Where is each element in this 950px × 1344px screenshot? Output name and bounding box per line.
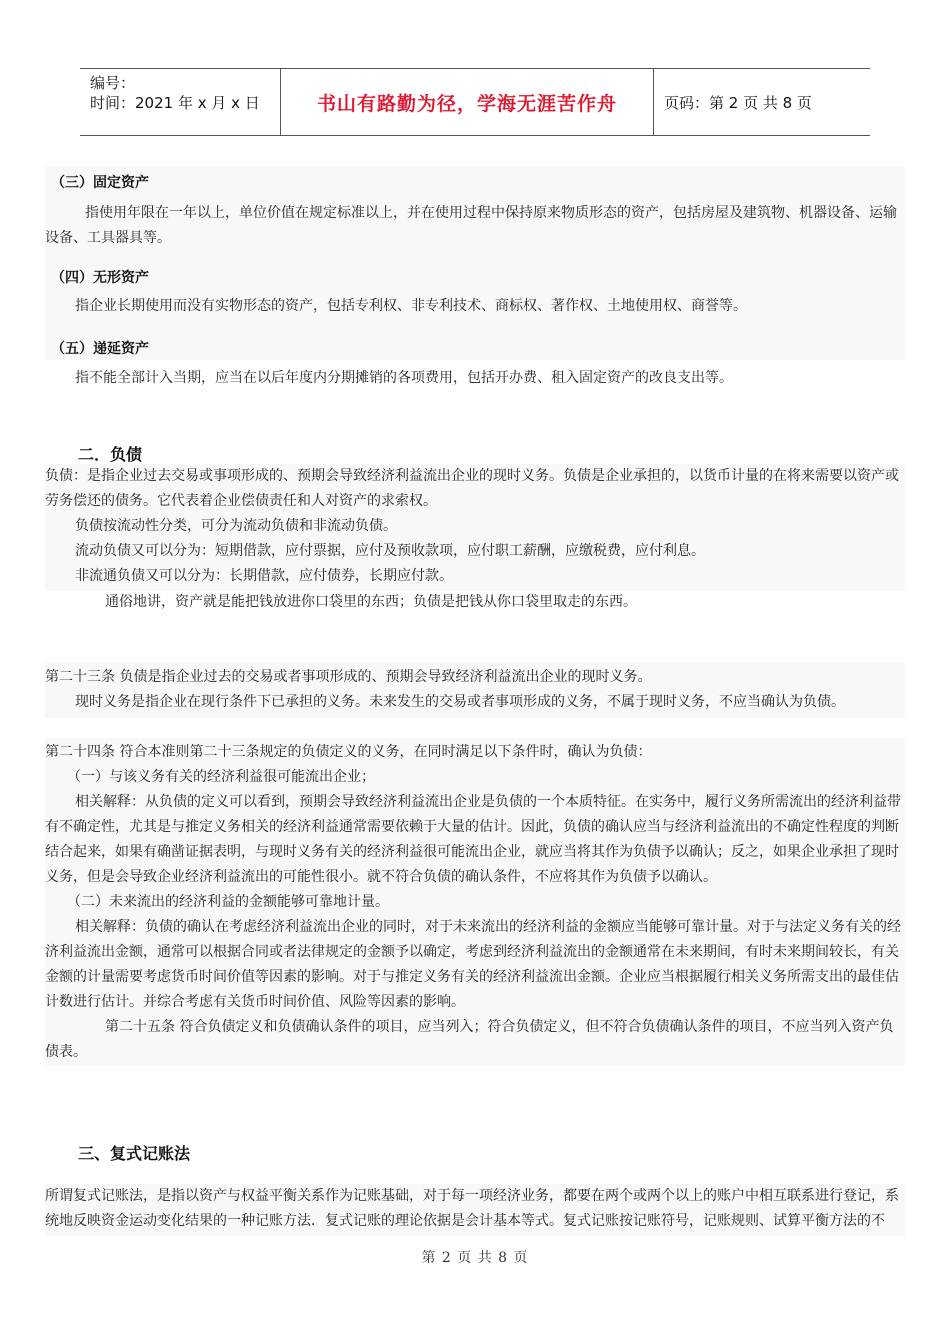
document-time: 时间：2021 年 x 月 x 日 — [90, 94, 260, 112]
liabilities-heading: 二．负债 — [78, 445, 143, 464]
deferred-assets-text: 指不能全部计入当期，应当在以后年度内分期摊销的各项费用，包括开办费、租入固定资产的改良支出等。 — [75, 370, 733, 386]
page-footer: 第 2 页 共 8 页 — [421, 1250, 529, 1266]
condition-1-note: 相关解释：从负债的定义可以看到，预期会导致经济利益流出企业是负债的一个本质特征。在实务中，履行义务所需流出的经济利益带有不确定性，尤其是与推定义务相关的经济利益通常需要依赖于大量的估计。因此，负债的确认应当与经济利益流出的不确定性程度的判断结合起来，如果有确凿证据表明，与现时义务有关的经济利益很可能流出企业，就应当将其作为负债予以确认；反之，如果企业承担了现时义务，但是会导致企业经济利益流出的可能性很小。就不符合负债的确认条件，不应将其作为负债予以确认。 — [45, 794, 901, 885]
document-number: 编号： — [90, 74, 136, 92]
deferred-assets-heading: （五）递延资产 — [51, 341, 149, 357]
current-liabilities: 流动负债又可以分为：短期借款，应付票据，应付及预收款项，应付职工薪酬，应缴税费，应付利息。 — [75, 543, 705, 559]
header-motto: 书山有路勤为径，学海无涯苦作舟 — [281, 69, 654, 135]
condition-2: （二）未来流出的经济利益的金额能够可靠地计量。 — [67, 894, 389, 910]
condition-2-note: 相关解释：负债的确认在考虑经济利益流出企业的同时，对于未来流出的经济利益的金额应当能够可靠计量。对于与法定义务有关的经济利益流出金额，通常可以根据合同或者法律规定的金额予以确定，考虑到经济利益流出的金额通常在未来期间，有时未来期间较长，有关金额的计量需要考虑货币时间价值等因素的影响。对于与推定义务有关的经济利益流出金额。企业应当根据履行相关义务所需支出的最佳估计数进行估计。并综合考虑有关货币时间价值、风险等因素的影响。 — [45, 919, 901, 1010]
liability-definition: 负债：是指企业过去交易或事项形成的、预期会导致经济利益流出企业的现时义务。负债是企业承担的，以货币计量的在将来需要以资产或劳务偿还的债务。它代表着企业偿债责任和人对资产的求索权。 — [45, 468, 899, 509]
article-23-block — [45, 662, 905, 718]
fixed-assets-heading: （三）固定资产 — [51, 175, 149, 191]
article-23-note: 现时义务是指企业在现行条件下已承担的义务。未来发生的交易或者事项形成的义务，不属于现时义务，不应当确认为负债。 — [75, 694, 845, 710]
page-header — [80, 68, 870, 136]
plain-explanation: 通俗地讲，资产就是能把钱放进你口袋里的东西；负债是把钱从你口袋里取走的东西。 — [105, 594, 637, 610]
intangible-assets-heading: （四）无形资产 — [51, 270, 149, 286]
header-page-number: 页码：第 2 页 共 8 页 — [664, 93, 812, 112]
fixed-assets-text: 指使用年限在一年以上，单位价值在规定标准以上，并在使用过程中保持原来物质形态的资产，包括房屋及建筑物、机器设备、运输设备、工具器具等。 — [45, 205, 897, 246]
header-meta — [80, 69, 281, 135]
double-entry-text: 所谓复式记账法，是指以资产与权益平衡关系作为记账基础，对于每一项经济业务，都要在两个或两个以上的账户中相互联系进行登记，系统地反映资金运动变化结果的一种记账方法．复式记账的理论依据是会计基本等式。复式记账按记账符号，记账规则、试算平衡方法的不 — [45, 1188, 899, 1229]
assets-block — [45, 166, 905, 360]
article-25: 第二十五条 符合负债定义和负债确认条件的项目，应当列入；符合负债定义，但不符合负债确认条件的项目，不应当列入资产负债表。 — [45, 1019, 894, 1060]
article-23: 第二十三条 负债是指企业过去的交易或者事项形成的、预期会导致经济利益流出企业的现时义务。 — [45, 669, 652, 685]
article-24-block — [45, 738, 905, 1066]
double-entry-block — [45, 1184, 905, 1236]
double-entry-heading: 三、复式记账法 — [78, 1144, 191, 1163]
liability-classification: 负债按流动性分类，可分为流动负债和非流动负债。 — [75, 518, 397, 534]
intangible-assets-text: 指企业长期使用而没有实物形态的资产，包括专利权、非专利技术、商标权、著作权、土地使用权、商誉等。 — [75, 298, 747, 314]
condition-1: （一）与该义务有关的经济利益很可能流出企业； — [67, 769, 375, 785]
article-24: 第二十四条 符合本准则第二十三条规定的负债定义的义务，在同时满足以下条件时，确认为负债： — [45, 744, 652, 760]
liabilities-block — [45, 464, 905, 591]
noncurrent-liabilities: 非流通负债又可以分为：长期借款，应付债券，长期应付款。 — [75, 568, 453, 584]
